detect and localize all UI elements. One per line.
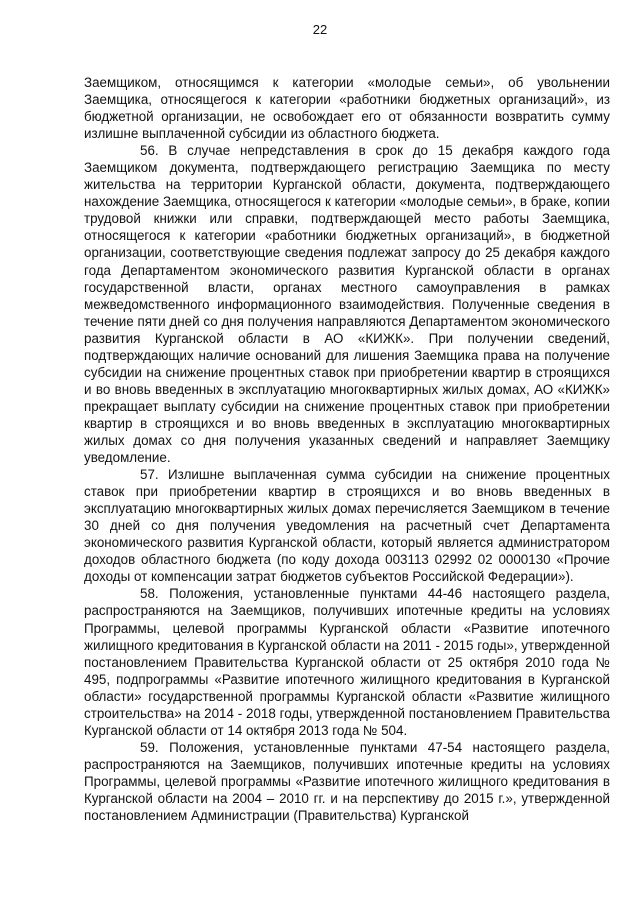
document-body (84, 74, 610, 824)
paragraph-continuation: Заемщиком, относящимся к категории «молодые семьи», об увольнении Заемщика, относящегося к категории «работники бюджетных организаций», из бюджетной организации, не освобождает его от обязанности возвратить сумму излишне выплаченной субсидии из областного бюджета. (84, 75, 610, 142)
paragraph-57: 57. Излишне выплаченная сумма субсидии на снижение процентных ставок при приобретении квартир в строящихся и во вновь введенных в эксплуатацию многоквартирных жилых домах перечисляется Заемщиком в течение 30 дней со дня получения уведомления на расчетный счет Департамента экономического развития Курганской области, который является администратором доходов областного бюджета (по коду дохода 003113 02992 02 0000130 «Прочие доходы от компенсации затрат бюджетов субъектов Российской Федерации»). (84, 467, 610, 585)
paragraph-56: 56. В случае непредставления в срок до 15 декабря каждого года Заемщиком документа, подтверждающего регистрацию Заемщика по месту жительства на территории Курганской области, документа, подтверждающего нахождение Заемщика, относящегося к категории «молодые семьи», в браке, копии трудовой книжки или справки, подтверждающей место работы Заемщика, относящегося к категории «работники бюджетных организаций», в бюджетной организации, соответствующие сведения подлежат запросу до 25 декабря каждого года Департаментом экономического развития Курганской области в органах государственной власти, органах местного самоуправления в рамках межведомственного информационного взаимодействия. Полученные сведения в течение пяти дней со дня получения направляются Департаментом экономического развития Курганской области в АО «КИЖК». При получении сведений, подтверждающих наличие оснований для лишения Заемщика права на получение субсидии на снижение процентных ставок при приобретении квартир в строящихся и во вновь введенных в эксплуатацию многоквартирных жилых домах, АО «КИЖК» прекращает выплату субсидии на снижение процентных ставок при приобретении квартир в строящихся и во вновь введенных в эксплуатацию многоквартирных жилых домах со дня получения указанных сведений и направляет Заемщику уведомление. (84, 143, 610, 466)
paragraph-59: 59. Положения, установленные пунктами 47-54 настоящего раздела, распространяются на Заемщиков, получивших ипотечные кредиты на условиях Программы, целевой программы «Развитие ипотечного жилищного кредитования в Курганской области на 2004 – 2010 гг. и на перспективу до 2015 г.», утвержденной постановлением Администрации (Правительства) Курганской (84, 739, 610, 824)
page-number: 22 (312, 22, 328, 37)
paragraph-58: 58. Положения, установленные пунктами 44-46 настоящего раздела, распространяются на Заемщиков, получивших ипотечные кредиты на условиях Программы, целевой программы Курганской области «Развитие ипотечного жилищного кредитования в Курганской области на 2011 - 2015 годы», утвержденной постановлением Правительства Курганской области от 25 октября 2010 года № 495, подпрограммы «Развитие ипотечного жилищного кредитования в Курганской области» государственной программы Курганской области «Развитие жилищного строительства» на 2014 - 2018 годы, утвержденной постановлением Правительства Курганской области от 14 октября 2013 года № 504. (84, 586, 610, 738)
